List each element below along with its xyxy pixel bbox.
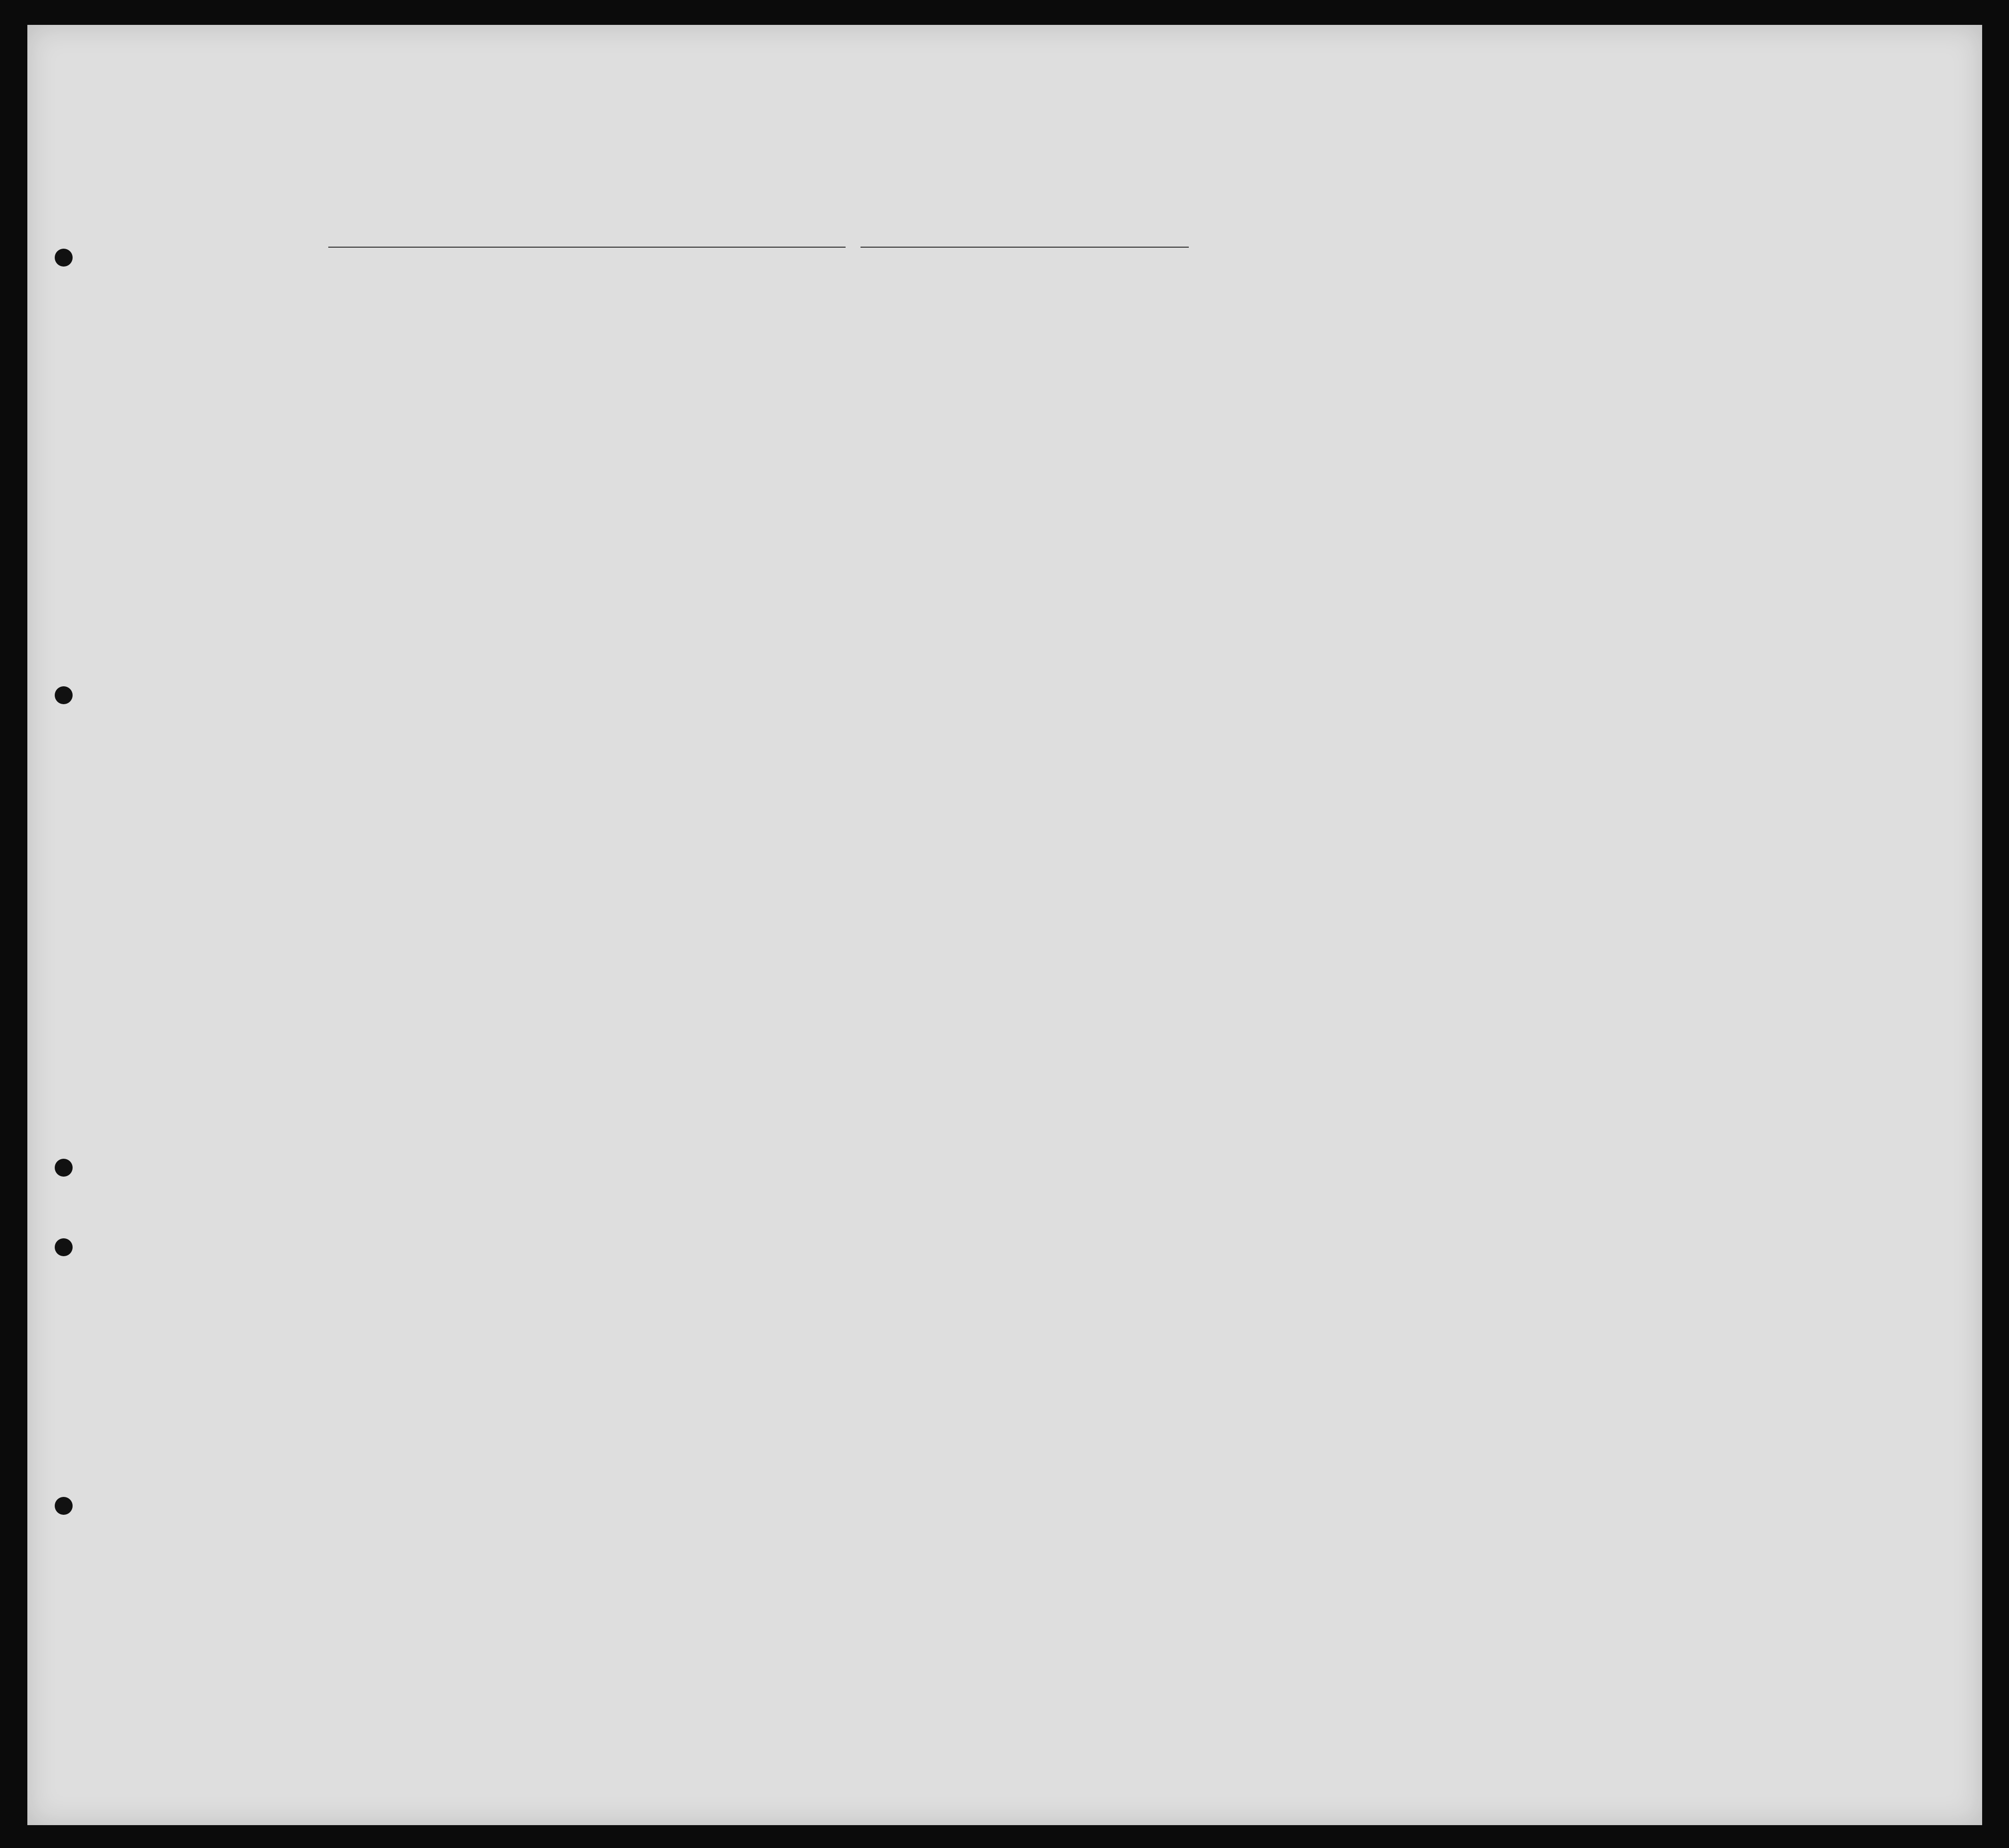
binder-hole bbox=[55, 1497, 73, 1515]
binder-hole bbox=[55, 686, 73, 704]
binder-hole bbox=[55, 249, 73, 267]
port-underline bbox=[328, 247, 846, 248]
binder-hole bbox=[55, 1238, 73, 1256]
binder-hole bbox=[55, 1159, 73, 1177]
manifest-page bbox=[27, 25, 1982, 1825]
date-underline bbox=[861, 247, 1189, 248]
